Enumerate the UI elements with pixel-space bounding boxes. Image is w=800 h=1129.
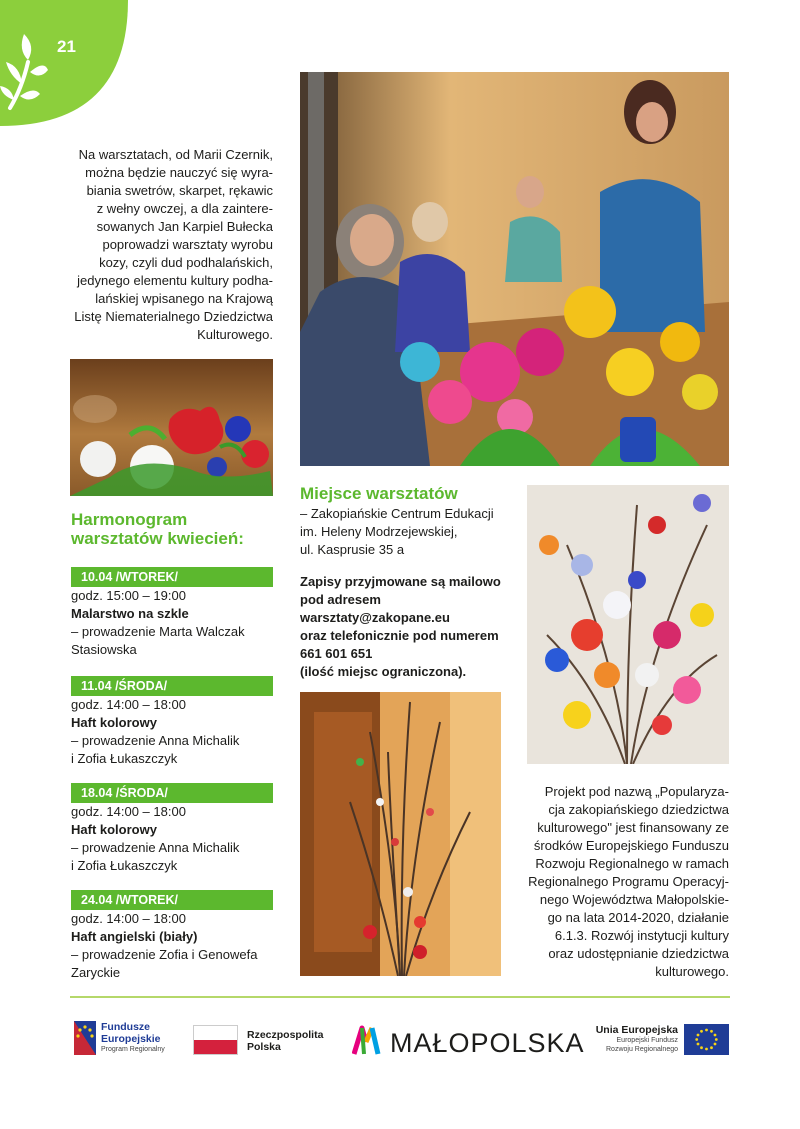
text-line: jedynego elementu kultury podha- [77,273,273,288]
text-line: Na warsztatach, od Marii Czernik, [78,147,273,162]
venue-line: ul. Kasprusie 35 a [300,542,405,557]
workshop-title: Haft angielski (biały) [71,929,198,944]
schedule-heading [71,510,291,548]
text-line: z wełny owczej, a dla zaintere- [96,201,273,216]
fundusze-europejskie-logo-text [101,1021,165,1054]
text-line: Projekt pod nazwą „Popularyza- [544,784,729,799]
schedule-item [71,567,273,659]
venue-section [300,484,515,559]
fe-line3: Program Regionalny [101,1046,165,1053]
unia-europejska-logo-text [588,1024,678,1054]
date-bar: 18.04 /ŚRODA/ [71,783,273,803]
polish-flag-icon [193,1025,238,1055]
leader: i Zofia Łukaszczyk [71,858,178,873]
text-line: można będzie nauczyć się wyra- [85,165,273,180]
leader: Stasiowska [71,642,137,657]
photo-paper-flowers-table [70,359,273,496]
email-address[interactable]: warsztaty@zakopane.eu [300,610,450,625]
photo-workshop-participants [300,72,729,466]
text-line: lańskiej wpisanego na Krajową [95,291,273,306]
page-number: 21 [57,37,76,56]
phone-number[interactable]: 661 601 651 [300,646,373,661]
malopolska-logo-text: MAŁOPOLSKA [390,1028,585,1058]
corner-leaf-badge [0,0,128,126]
venue-line: im. Heleny Modrzejewskiej, [300,524,458,539]
signup-line: Zapisy przyjmowane są mailowo [300,574,501,589]
leader: i Zofia Łukaszczyk [71,751,178,766]
fe-line2: Europejskie [101,1033,161,1045]
project-paragraph [514,783,729,981]
signup-line: (ilość miejsc ograniczona). [300,664,467,679]
signup-line: oraz telefonicznie pod numerem [300,628,499,643]
schedule-heading-line2: warsztatów kwiecień: [71,529,244,548]
workshop-title: Malarstwo na szkle [71,606,189,621]
schedule-item [71,890,273,982]
text-line: biania swetrów, skarpet, rękawic [86,183,273,198]
hours: godz. 14:00 – 18:00 [71,804,186,819]
fundusze-europejskie-logo-icon [70,1019,100,1057]
text-line: Listę Niematerialnego Dziedzictwa [74,309,273,324]
text-line: nego Województwa Małopolskie- [539,892,729,907]
text-line: kulturowego. [655,964,729,979]
hours: godz. 15:00 – 19:00 [71,588,186,603]
text-line: Regionalnego Programu Operacyj- [528,874,729,889]
text-line: sowanych Jan Karpiel Bułecka [96,219,273,234]
leader: – prowadzenie Zofia i Genowefa [71,947,258,962]
intro-paragraph [62,146,273,344]
footer-divider [70,996,730,998]
eu-flag-icon [684,1024,729,1055]
rzeczpospolita-polska-logo-text [247,1029,323,1053]
fe-line1: Fundusze [101,1021,150,1033]
text-line: 6.1.3. Rozwój instytucji kultury [554,928,729,943]
text-line: kulturowego" jest finansowany ze [537,820,729,835]
malopolska-logo-icon [352,1024,384,1056]
date-bar: 11.04 /ŚRODA/ [71,676,273,696]
signup-info [300,573,515,681]
signup-line: pod adresem [300,592,381,607]
leader: – prowadzenie Anna Michalik [71,733,240,748]
ue-line1: Unia Europejska [595,1024,678,1036]
leader: – prowadzenie Anna Michalik [71,840,240,855]
text-line: Kulturowego. [197,327,273,342]
leader: Zaryckie [71,965,121,980]
venue-line: – Zakopiańskie Centrum Edukacji [300,506,494,521]
schedule-heading-line1: Harmonogram [71,510,188,529]
venue-heading: Miejsce warsztatów [300,484,458,503]
text-line: kozy, czyli dud podhalańskich, [99,255,273,270]
workshop-title: Haft kolorowy [71,715,157,730]
date-bar: 10.04 /WTOREK/ [71,567,273,587]
hours: godz. 14:00 – 18:00 [71,911,186,926]
text-line: cja zakopiańskiego dziedzictwa [548,802,729,817]
text-line: środków Europejskiego Funduszu [533,838,729,853]
rp-line1: Rzeczpospolita [247,1029,324,1041]
text-line: Rozwoju Regionalnego w ramach [535,856,729,871]
text-line: poprowadzi warsztaty wyrobu [102,237,273,252]
date-bar: 24.04 /WTOREK/ [71,890,273,910]
text-line: oraz udostępnianie dziedzictwa [548,946,729,961]
photo-branches-by-door [300,692,501,976]
workshop-title: Haft kolorowy [71,822,157,837]
text-line: go na lata 2014-2020, działanie [547,910,729,925]
hours: godz. 14:00 – 18:00 [71,697,186,712]
photo-paper-flower-bouquet [527,485,729,764]
rp-line2: Polska [247,1041,281,1053]
ue-line2: Europejski Fundusz [616,1037,678,1044]
schedule-item [71,676,273,768]
schedule-item [71,783,273,875]
ue-line3: Rozwoju Regionalnego [606,1046,678,1053]
leader: – prowadzenie Marta Walczak [71,624,245,639]
leaf-icon [0,0,128,126]
